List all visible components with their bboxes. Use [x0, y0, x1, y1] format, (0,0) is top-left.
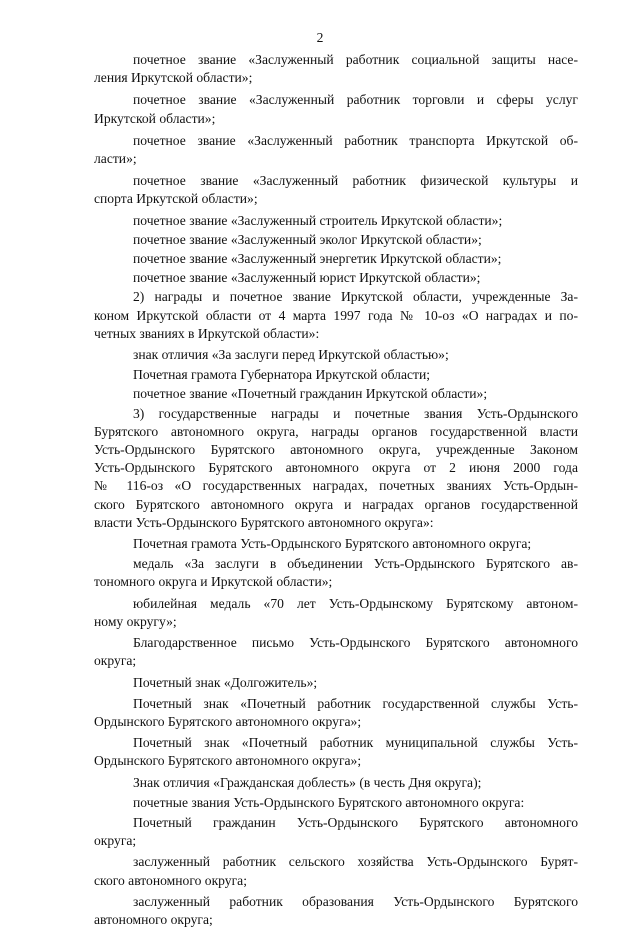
text-line: почетное звание «Заслуженный энергетик Иркутской области»; [133, 251, 502, 267]
paragraph [94, 250, 578, 268]
paragraph [94, 91, 578, 127]
paragraph [94, 269, 578, 287]
paragraph [94, 893, 578, 929]
text-line: Почетный гражданин Усть-Ордынского Бурятского автономного [133, 814, 578, 830]
text-line: юбилейная медаль «70 лет Усть-Ордынскому Бурятскому автоном- [133, 595, 578, 611]
text-line: тономного округа и Иркутской области»; [94, 574, 333, 590]
text-line: ления Иркутской области»; [94, 70, 253, 86]
paragraph [94, 734, 578, 770]
text-line: Усть-Ордынского Бурятского автономного округа от 2 июня 2000 года [94, 460, 578, 476]
text-line: власти Усть-Ордынского Бурятского автономного округа»: [94, 514, 434, 530]
text-line: почетные звания Усть-Ордынского Бурятского автономного округа: [133, 794, 525, 810]
text-line: округа; [94, 653, 137, 669]
text-line: почетное звание «Заслуженный работник торговли и сферы услуг [133, 92, 578, 108]
text-line: почетное звание «Почетный гражданин Иркутской области»; [133, 386, 488, 402]
text-line: Знак отличия «Гражданская доблесть» (в честь Дня округа); [133, 774, 482, 790]
text-line: четных званиях в Иркутской области»: [94, 325, 320, 341]
text-line: Почетная грамота Усть-Ордынского Бурятского автономного округа; [133, 536, 532, 552]
text-line: почетное звание «Заслуженный строитель Иркутской области»; [133, 212, 503, 228]
paragraph [94, 405, 578, 532]
text-line: Иркутской области»; [94, 110, 216, 126]
paragraph [94, 132, 578, 168]
text-line: спорта Иркутской области»; [94, 191, 258, 207]
paragraph [94, 794, 578, 812]
text-line: заслуженный работник сельского хозяйства Усть-Ордынского Бурят- [133, 854, 578, 870]
paragraph [94, 212, 578, 230]
paragraph [94, 674, 578, 692]
text-line: почетное звание «Заслуженный работник транспорта Иркутской об- [133, 132, 578, 148]
text-line: ласти»; [94, 151, 137, 167]
paragraph [94, 51, 578, 87]
page-number: 2 [316, 30, 324, 45]
paragraph [94, 774, 578, 792]
paragraph [94, 814, 578, 850]
paragraph [94, 634, 578, 670]
paragraph [94, 555, 578, 591]
text-line: почетное звание «Заслуженный работник социальной защиты насе- [133, 52, 578, 67]
paragraph [94, 366, 578, 384]
text-line: ского Бурятского автономного округа и наградах органов государственной [94, 496, 578, 512]
text-line: заслуженный работник образования Усть-Ордынского Бурятского [133, 893, 578, 909]
text-line: Благодарственное письмо Усть-Ордынского Бурятского автономного [133, 635, 578, 651]
paragraph [94, 695, 578, 731]
paragraph [94, 172, 578, 208]
text-line: Почетный знак «Долгожитель»; [133, 674, 318, 690]
paragraph [94, 535, 578, 553]
text-line: Почетный знак «Почетный работник государственной службы Усть- [133, 695, 578, 711]
text-line: Ордынского Бурятского автономного округа»; [94, 753, 362, 769]
text-line: № 116-оз «О государственных наградах, почетных званиях Усть-Ордын- [94, 478, 578, 494]
document-body [94, 51, 578, 929]
paragraph [94, 385, 578, 403]
text-line: автономного округа; [94, 911, 213, 927]
text-line: почетное звание «Заслуженный юрист Иркутской области»; [133, 270, 481, 286]
paragraph [94, 853, 578, 889]
paragraph [94, 346, 578, 364]
text-line: 3) государственные награды и почетные звания Усть-Ордынского [133, 405, 578, 421]
text-line: Ордынского Бурятского автономного округа»; [94, 713, 362, 729]
paragraph [94, 231, 578, 249]
text-line: Почетный знак «Почетный работник муниципальной службы Усть- [133, 735, 578, 751]
text-line: 2) награды и почетное звание Иркутской области, учрежденные За- [133, 289, 578, 305]
text-line: почетное звание «Заслуженный работник физической культуры и [133, 173, 578, 189]
text-line: Бурятского автономного округа, награды органов государственной власти [94, 423, 578, 439]
text-line: ского автономного округа; [94, 872, 247, 888]
text-line: округа; [94, 833, 137, 849]
text-line: ному округу»; [94, 613, 177, 629]
text-line: Почетная грамота Губернатора Иркутской области; [133, 367, 431, 383]
text-line: Усть-Ордынского Бурятского автономного округа, учрежденные Законом [94, 442, 578, 458]
text-line: почетное звание «Заслуженный эколог Иркутской области»; [133, 231, 482, 247]
text-line: знак отличия «За заслуги перед Иркутской областью»; [133, 347, 449, 363]
paragraph [94, 595, 578, 631]
text-line: медаль «За заслуги в объединении Усть-Ордынского Бурятского ав- [133, 556, 578, 572]
text-line: коном Иркутской области от 4 марта 1997 года № 10-оз «О наградах и по- [94, 307, 578, 323]
paragraph [94, 288, 578, 343]
